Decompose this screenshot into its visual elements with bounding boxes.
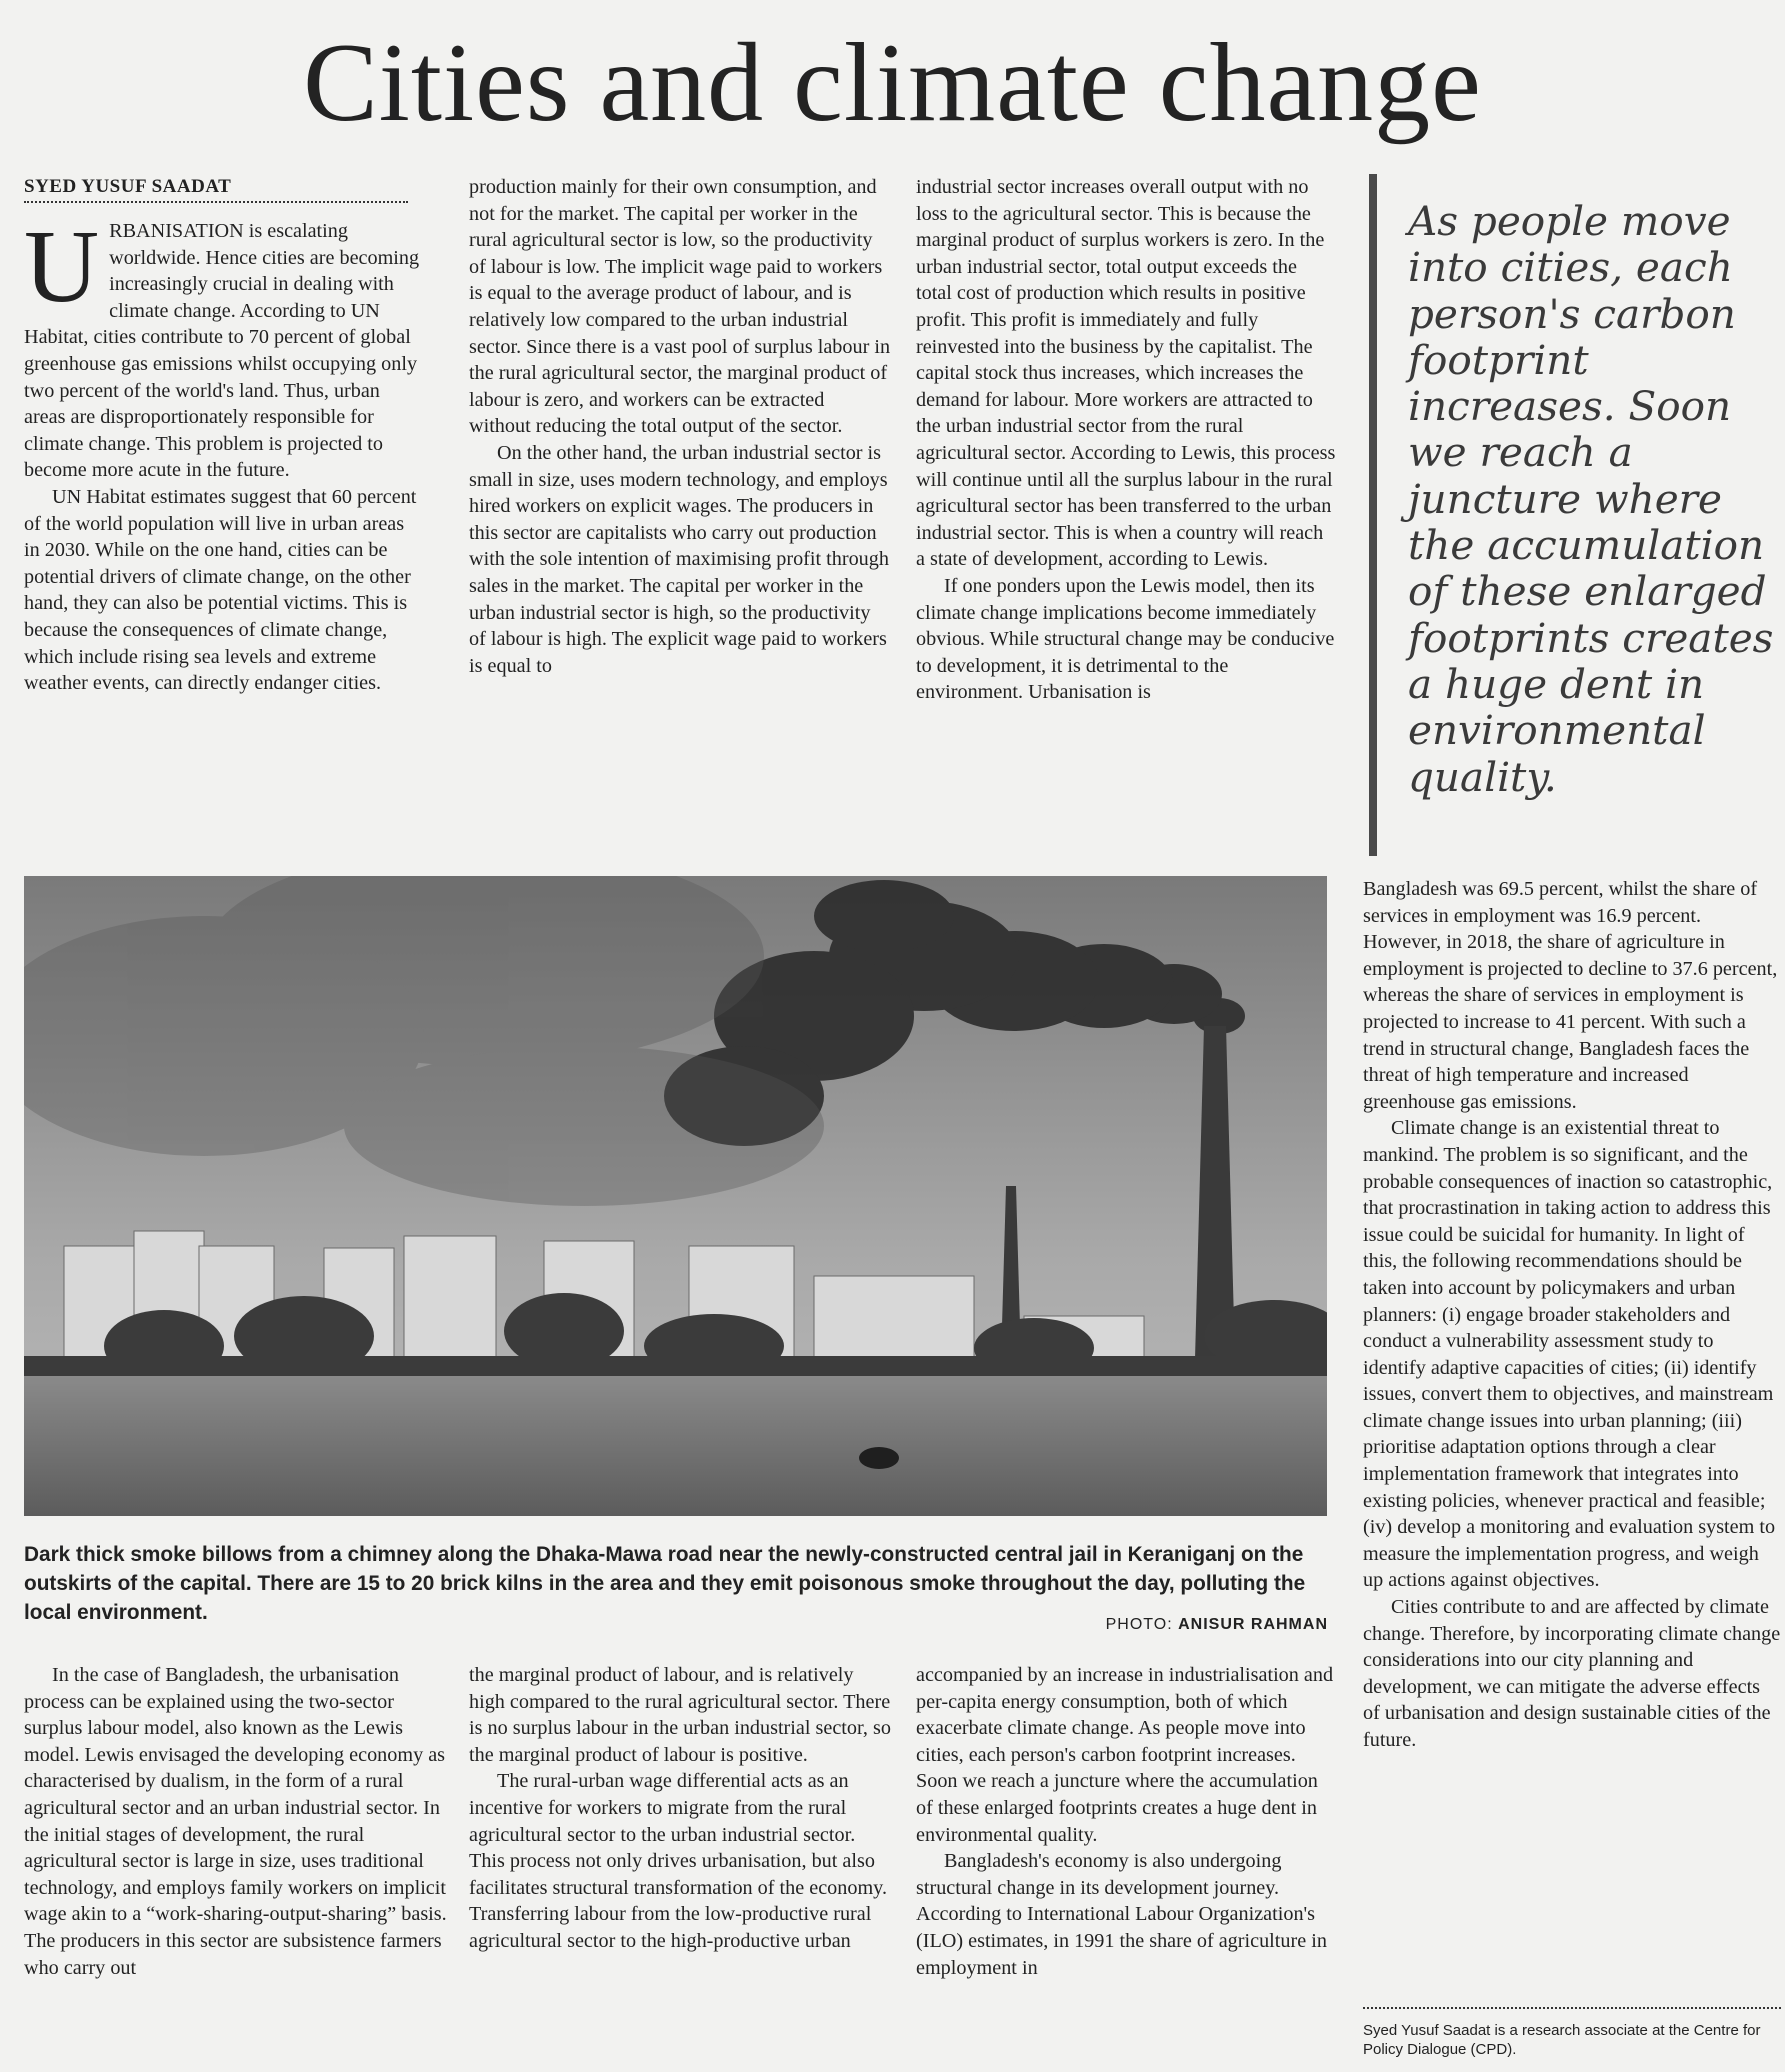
author-bio: Syed Yusuf Saadat is a research associate at the Centre for Policy Dialogue (CPD). [1363, 2022, 1761, 2058]
paragraph: The rural-urban wage differential acts as an incentive for workers to migrate from the rural agricultural sector to the urban industrial sector. This process not only drives urbanisation, but also facilitates structural transformation of the economy. Transferring labour from the low-productive rural agricultural sector to the high-productive urban [469, 1770, 887, 1952]
byline: SYED YUSUF SAADAT [24, 176, 408, 203]
paragraph: Bangladesh was 69.5 percent, whilst the share of services in employment was 16.9 percent. However, in 2018, the share of agriculture in employment is projected to decline to 37.6 percent, whereas the share of services in employment is projected to increase to 41 percent. With such a trend in structural change, Bangladesh faces the threat of high temperature and increased greenhouse gas emissions. [1363, 878, 1778, 1113]
paragraph: Cities contribute to and are affected by climate change. Therefore, by incorporating climate change considerations into our city planning and development, we can mitigate the adverse effects of urbanisation and design sustainable cities of the future. [1363, 1596, 1781, 1751]
drop-cap: U [24, 209, 100, 324]
cow [859, 1447, 899, 1469]
paragraph: In the case of Bangladesh, the urbanisation process can be explained using the two-sector surplus labour model, also known as the Lewis model. Lewis envisaged the developing economy as characterised by dualism, in the form of a rural agricultural sector and an urban industrial sector. In the initial stages of development, the rural agricultural sector is large in size, uses traditional technology, and employs family workers on implicit wage akin to a “work-sharing-output-sharing” basis. The producers in this sector are subsistence farmers who carry out [24, 1664, 447, 1979]
column-2-bottom [469, 1662, 891, 1955]
column-2-top [469, 174, 891, 679]
pullquote: As people move into cities, each person's carbon footprint increases. Soon we reach a juncture where the accumulation of these enlarged footprints creates a huge dent in environmental quality. [1408, 197, 1774, 801]
paragraph: the marginal product of labour, and is relatively high compared to the rural agricultural sector. There is no surplus labour in the urban industrial sector, so the marginal product of labour is positive. [469, 1664, 891, 1766]
paragraph: UN Habitat estimates suggest that 60 percent of the world population will live in urban areas in 2030. While on the one hand, cities can be potential drivers of climate change, on the other hand, they can also be potential victims. This is because the consequences of climate change, which include rising sea levels and extreme weather events, can directly endanger cities. [24, 485, 417, 695]
column-3-top [916, 174, 1336, 706]
paragraph: On the other hand, the urban industrial sector is small in size, uses modern technology, and employs hired workers on explicit wages. The producers in this sector are capitalists who carry out production with the sole intention of maximising profit through sales in the market. The capital per worker in the urban industrial sector is high, so the productivity of labour is high. The explicit wage paid to workers is equal to [469, 441, 889, 677]
paragraph: accompanied by an increase in industrialisation and per-capita energy consumption, both of which exacerbate climate change. As people move into cities, each person's carbon footprint increases. Soon we reach a juncture where the accumulation of these enlarged footprints creates a huge dent in environmental quality. [916, 1664, 1334, 1846]
column-1-bottom [24, 1662, 448, 1981]
column-4 [1363, 876, 1781, 1754]
photo-caption: Dark thick smoke billows from a chimney along the Dhaka-Mawa road near the newly-constructed central jail in Keraniganj on the outskirts of the capital. There are 15 to 20 brick kilns in the area and they emit poisonous smoke throughout the day, polluting the local environment. [24, 1543, 1306, 1624]
intro-paragraph [24, 209, 422, 484]
paragraph: industrial sector increases overall output with no loss to the agricultural sector. This is because the marginal product of surplus workers is zero. In the urban industrial sector, total output exceeds the total cost of production which results in positive profit. This profit is immediately and fully reinvested into the business by the capitalist. The capital stock thus increases, which increases the demand for labour. More workers are attracted to the urban industrial sector from the rural agricultural sector. According to Lewis, this process will continue until all the surplus labour in the rural agricultural sector has been transferred to the urban industrial sector. This is when a country will reach a state of development, according to Lewis. [916, 176, 1336, 571]
paragraph: If one ponders upon the Lewis model, then its climate change implications become immediately obvious. While structural change may be conducive to development, it is detrimental to the environment. Urbanisation is [916, 574, 1335, 704]
intro-text: RBANISATION is escalating worldwide. Hence cities are becoming increasingly crucial in dealing with climate change. According to UN Habitat, cities contribute to 70 percent of global greenhouse gas emissions whilst occupying only two percent of the world's land. Thus, urban areas are disproportionately responsible for climate change. This problem is projected to become more acute in the future. [24, 220, 420, 482]
column-3-bottom [916, 1662, 1336, 1981]
pullquote-rule [1369, 174, 1377, 856]
bio-divider [1363, 2007, 1781, 2009]
headline: Cities and climate change [303, 21, 1482, 145]
news-photo-brick-kiln-smoke [24, 876, 1327, 1516]
paragraph: production mainly for their own consumption, and not for the market. The capital per worker in the rural agricultural sector is low, so the productivity of labour is low. The implicit wage paid to workers is equal to the average product of labour, and is relatively low compared to the urban industrial sector. Since there is a vast pool of surplus labour in the rural agricultural sector, the marginal product of labour is zero, and workers can be extracted without reducing the total output of the sector. [469, 176, 891, 438]
credit-name: ANISUR RAHMAN [1178, 1616, 1328, 1633]
field [24, 1376, 1327, 1516]
photo-illustration [24, 876, 1327, 1516]
column-1-top [24, 209, 422, 697]
paragraph: Bangladesh's economy is also undergoing structural change in its development journey. According to International Labour Organization's (ILO) estimates, in 1991 the share of agriculture in employment in [916, 1850, 1327, 1979]
credit-label: PHOTO: [1105, 1616, 1173, 1633]
photo-credit [1060, 1616, 1328, 1634]
paragraph: Climate change is an existential threat to mankind. The problem is so significant, and the probable consequences of inaction so catastrophic, that procrastination in taking action to address this issue could be suicidal for humanity. In light of this, the following recommendations should be taken into account by policymakers and urban planners: (i) engage broader stakeholders and conduct a vulnerability assessment study to identify adaptive capacities of cities; (ii) identify issues, convert them to objectives, and mainstream climate change issues into urban planning; (iii) prioritise adaptation options through a clear implementation framework that integrates into existing policies, whenever practical and feasible; (iv) develop a monitoring and evaluation system to measure the implementation progress, and weigh up actions against objectives. [1363, 1117, 1776, 1592]
